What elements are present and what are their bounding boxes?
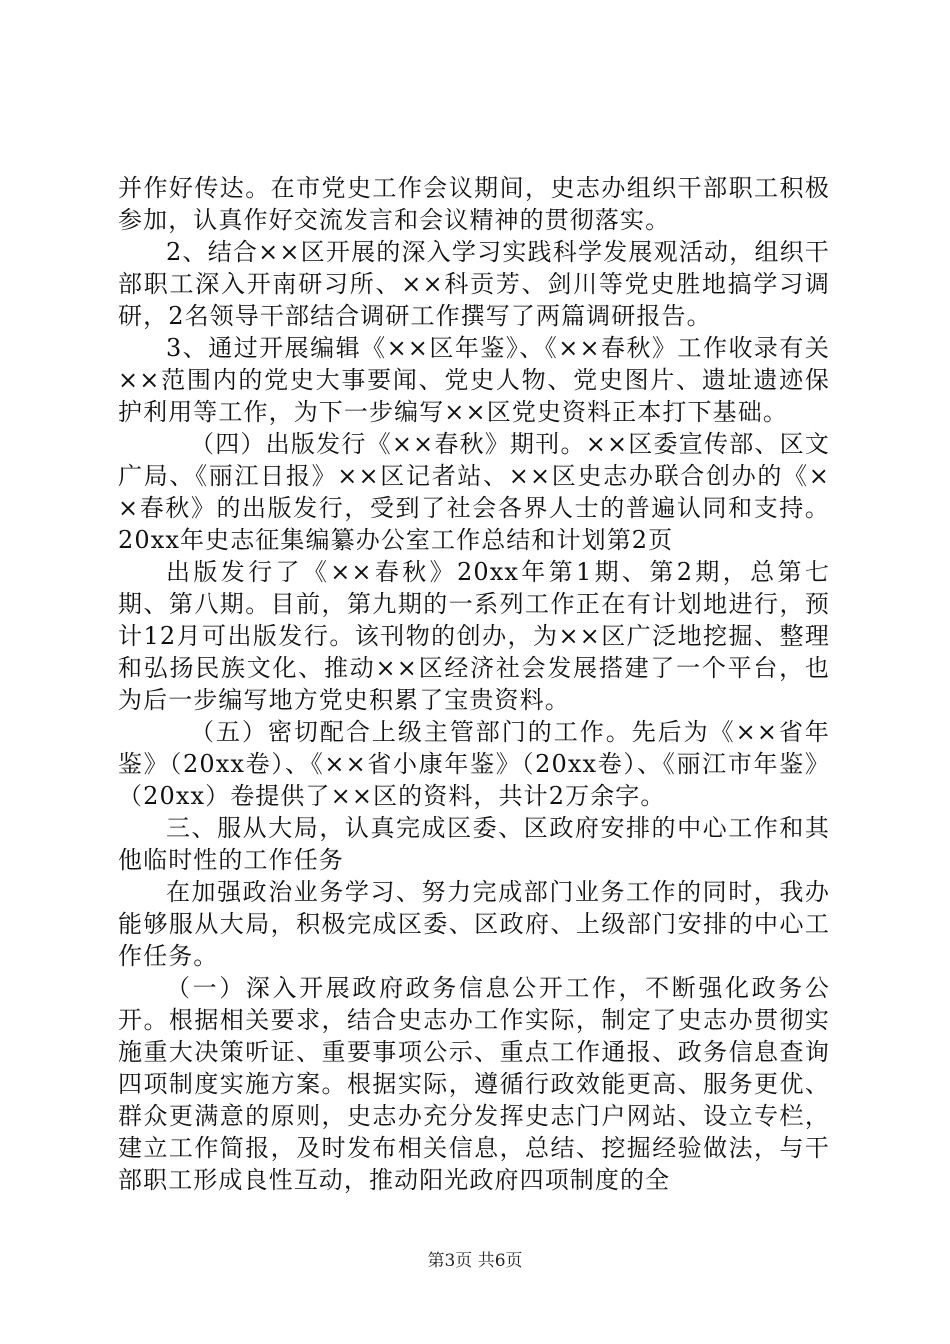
paragraph-item-2: 2、结合××区开展的深入学习实践科学发展观活动，组织干部职工深入开南研习所、××科贡芳、剑川等党史胜地搞学习调研，2名领导干部结合调研工作撰写了两篇调研报告。 <box>118 238 830 330</box>
paragraph-section-5: （五）密切配合上级主管部门的工作。先后为《××省年鉴》（20xx卷）、《××省小康年鉴》（20xx卷）、《丽江市年鉴》（20xx）卷提供了××区的资料，共计2万余字。 <box>118 718 830 810</box>
paragraph-continuation: 并作好传达。在市党史工作会议期间，史志办组织干部职工积极参加，认真作好交流发言和会议精神的贯彻落实。 <box>118 174 830 234</box>
paragraph-item-3: 3、通过开展编辑《××区年鉴》、《××春秋》工作收录有关××范围内的党史大事要闻、党史人物、党史图片、遗址遗迹保护利用等工作，为下一步编写××区党史资料正本打下基础。 <box>118 334 830 426</box>
paragraph-section-4: （四）出版发行《××春秋》期刊。××区委宣传部、区文广局、《丽江日报》××区记者站、××区史志办联合创办的《××春秋》的出版发行，受到了社会各界人士的普遍认同和支持。20xx年史志征集编纂办公室工作总结和计划第2页 <box>118 430 830 554</box>
section-heading-3: 三、服从大局，认真完成区委、区政府安排的中心工作和其他临时性的工作任务 <box>118 814 830 874</box>
paragraph-publication: 出版发行了《××春秋》20xx年第1期、第2期，总第七期、第八期。目前，第九期的一系列工作正在有计划地进行，预计12月可出版发行。该刊物的创办，为××区广泛地挖掘、整理和弘扬民族文化、推动××区经济社会发展搭建了一个平台，也为后一步编写地方党史积累了宝贵资料。 <box>118 558 830 714</box>
page-number-footer: 第3页 共6页 <box>427 1251 523 1271</box>
paragraph-intro: 在加强政治业务学习、努力完成部门业务工作的同时，我办能够服从大局，积极完成区委、区政府、上级部门安排的中心工作任务。 <box>118 878 830 970</box>
paragraph-subsection-1: （一）深入开展政府政务信息公开工作，不断强化政务公开。根据相关要求，结合史志办工作实际，制定了史志办贯彻实施重大决策听证、重要事项公示、重点工作通报、政务信息查询四项制度实施方案。根据实际，遵循行政效能更高、服务更优、群众更满意的原则，史志办充分发挥史志门户网站、设立专栏，建立工作简报，及时发布相关信息，总结、挖掘经验做法，与干部职工形成良性互动，推动阳光政府四项制度的全 <box>118 974 830 1194</box>
document-body <box>118 172 830 1196</box>
